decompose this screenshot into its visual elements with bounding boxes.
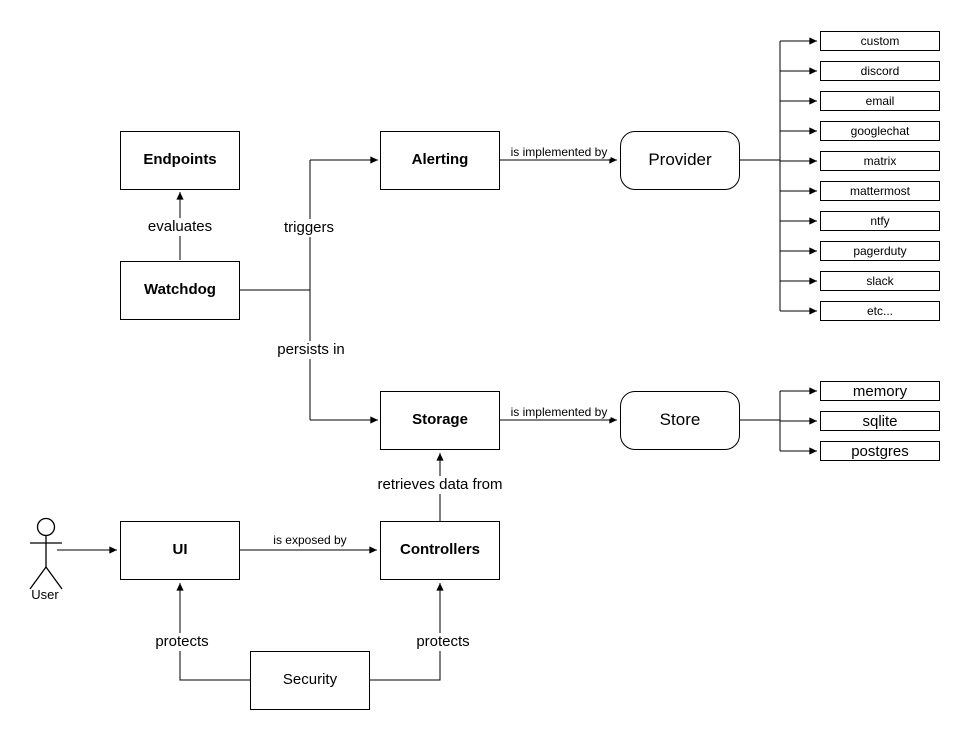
provider-item-discord: discord <box>820 61 940 81</box>
node-endpoints: Endpoints <box>120 131 240 190</box>
node-controllers: Controllers <box>380 521 500 580</box>
edge-label-protects-ui: protects <box>152 633 211 651</box>
store-item-memory: memory <box>820 381 940 401</box>
edge-label-triggers: triggers <box>281 219 337 237</box>
provider-item-googlechat: googlechat <box>820 121 940 141</box>
node-ui: UI <box>120 521 240 580</box>
edge-label-protects-controllers: protects <box>413 633 472 651</box>
edge-security-controllers <box>370 583 440 680</box>
provider-item-ntfy: ntfy <box>820 211 940 231</box>
node-watchdog: Watchdog <box>120 261 240 320</box>
provider-item-etc: etc... <box>820 301 940 321</box>
user-actor-icon <box>30 519 62 590</box>
edge-label-persists-in: persists in <box>274 341 348 359</box>
node-security: Security <box>250 651 370 710</box>
provider-item-pagerduty: pagerduty <box>820 241 940 261</box>
node-alerting: Alerting <box>380 131 500 190</box>
edge-label-is-exposed-by: is exposed by <box>270 533 349 547</box>
user-actor-label: User <box>31 587 59 603</box>
edge-label-alerting-is-implemented-by: is implemented by <box>508 145 611 159</box>
provider-item-matrix: matrix <box>820 151 940 171</box>
node-provider: Provider <box>620 131 740 190</box>
node-store: Store <box>620 391 740 450</box>
provider-item-custom: custom <box>820 31 940 51</box>
provider-item-mattermost: mattermost <box>820 181 940 201</box>
edge-security-ui <box>180 583 250 680</box>
edge-label-storage-is-implemented-by: is implemented by <box>508 405 611 419</box>
provider-item-slack: slack <box>820 271 940 291</box>
store-item-postgres: postgres <box>820 441 940 461</box>
store-item-sqlite: sqlite <box>820 411 940 431</box>
edge-label-evaluates: evaluates <box>145 218 215 236</box>
provider-item-email: email <box>820 91 940 111</box>
edge-label-retrieves-data-from: retrieves data from <box>374 476 505 494</box>
node-storage: Storage <box>380 391 500 450</box>
